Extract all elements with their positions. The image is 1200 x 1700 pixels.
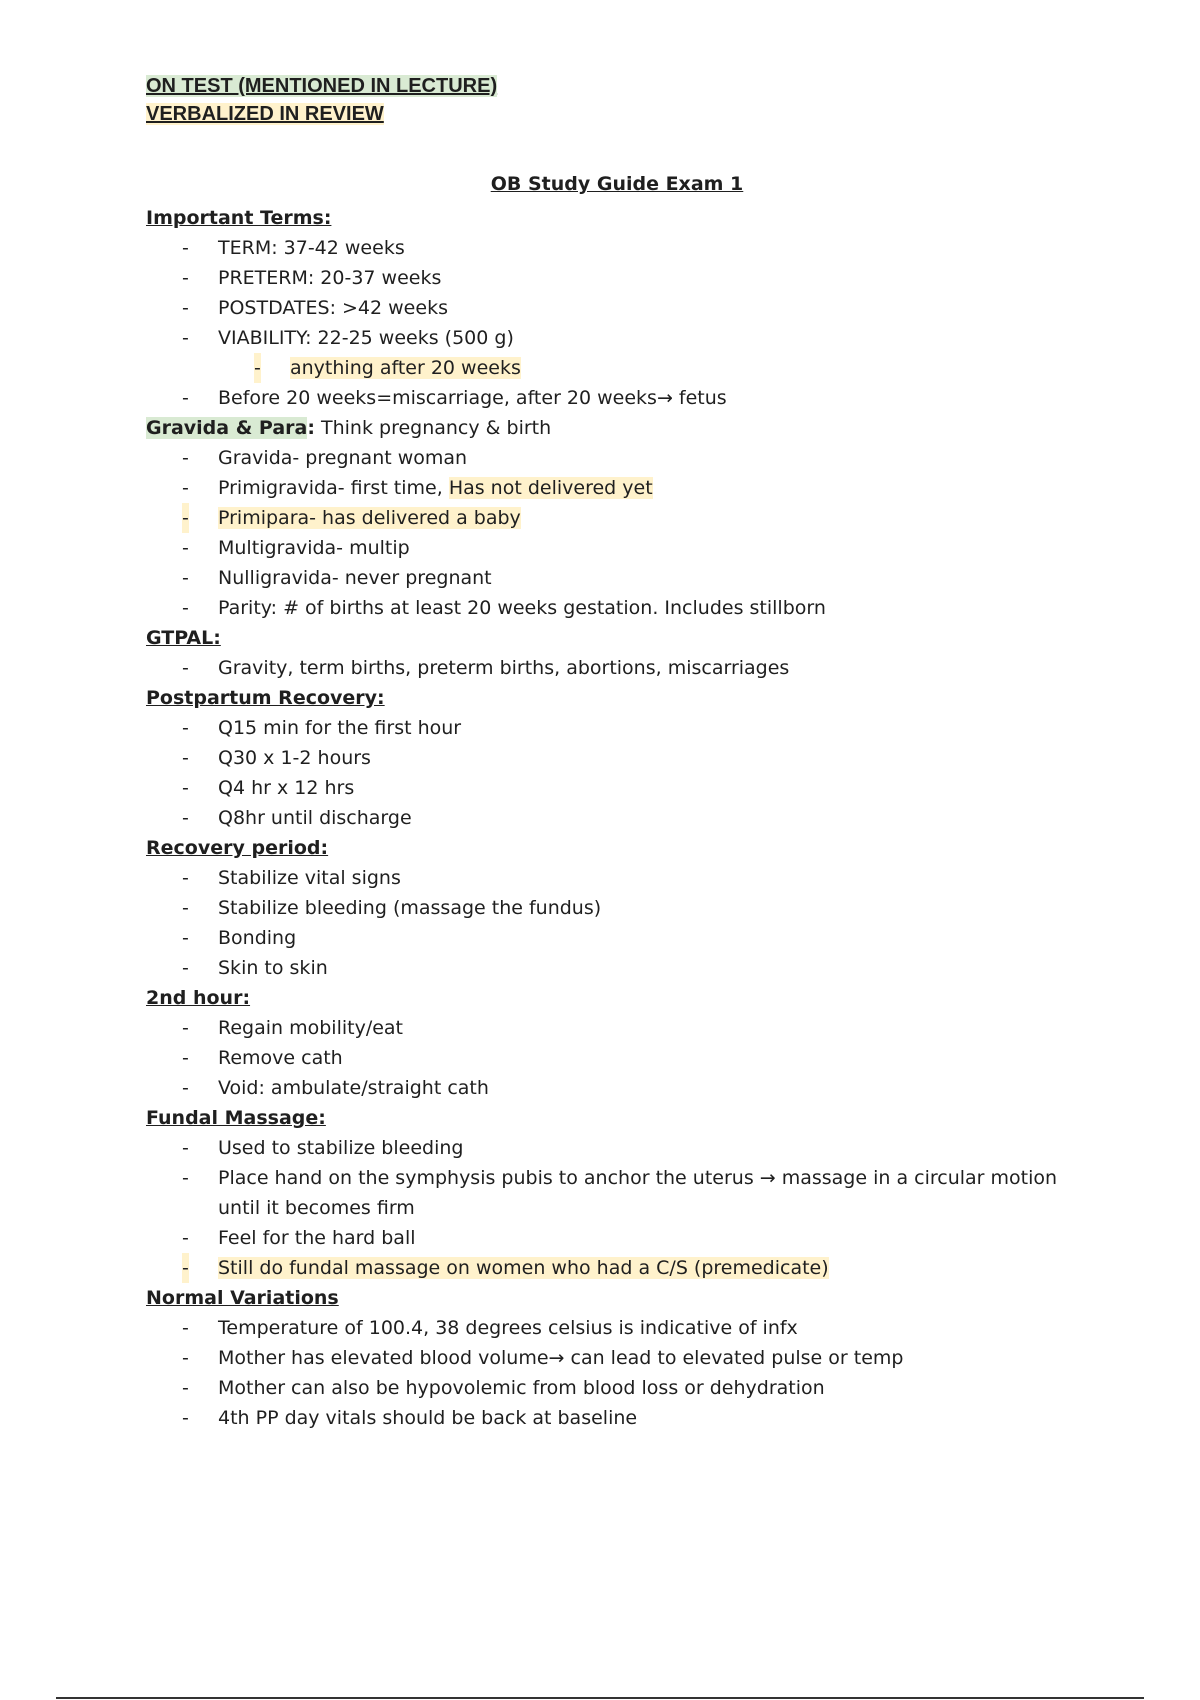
section-heading: Gravida & Para	[146, 417, 308, 439]
section-heading: Normal Variations	[146, 1287, 339, 1309]
section-gravida-para	[146, 413, 1076, 623]
list-item: - Stabilize vital signs	[182, 867, 401, 889]
list-item: - Gravity, term births, preterm births, abortions, miscarriages	[182, 657, 790, 679]
section-postpartum-recovery	[146, 683, 1076, 833]
list-item: - 4th PP day vitals should be back at baseline	[182, 1407, 638, 1429]
section-fundal-massage	[146, 1103, 1076, 1283]
list-item: - Mother can also be hypovolemic from blood loss or dehydration	[182, 1377, 825, 1399]
list-item: - VIABILITY: 22-25 weeks (500 g)	[182, 327, 514, 349]
section-heading-line: Gravida & Para: Think pregnancy & birth	[146, 417, 552, 439]
sub-list-item: - anything after 20 weeks	[146, 353, 1076, 383]
list-item: - Gravida- pregnant woman	[182, 447, 468, 469]
list-item: - Nulligravida- never pregnant	[182, 567, 492, 589]
legend	[146, 72, 497, 128]
section-gtpal	[146, 623, 1076, 683]
list-item: - Feel for the hard ball	[182, 1227, 416, 1249]
legend-verbalized: VERBALIZED IN REVIEW	[146, 103, 384, 125]
list-item: - PRETERM: 20-37 weeks	[182, 267, 442, 289]
list-item: - Used to stabilize bleeding	[182, 1137, 464, 1159]
section-important-terms	[146, 203, 1076, 413]
list-item: - Q8hr until discharge	[182, 807, 412, 829]
list-item: - Bonding	[182, 927, 297, 949]
list-item: - Mother has elevated blood volume→ can lead to elevated pulse or temp	[182, 1347, 904, 1369]
section-recovery-period	[146, 833, 1076, 983]
section-heading: 2nd hour:	[146, 987, 251, 1009]
legend-on-test: ON TEST (MENTIONED IN LECTURE)	[146, 75, 498, 97]
section-intro: Think pregnancy & birth	[314, 417, 552, 439]
list-item: - Before 20 weeks=miscarriage, after 20 weeks→ fetus	[182, 387, 727, 409]
list-item: - Temperature of 100.4, 38 degrees celsius is indicative of infx	[182, 1317, 798, 1339]
section-heading: Recovery period:	[146, 837, 329, 859]
list-item: - Parity: # of births at least 20 weeks gestation. Includes stillborn	[182, 597, 826, 619]
list-item: - Primipara- has delivered a baby	[146, 503, 1076, 533]
list-item: - Place hand on the symphysis pubis to anchor the uterus → massage in a circular motion until it becomes firm	[182, 1167, 1058, 1219]
section-heading: Postpartum Recovery:	[146, 687, 385, 709]
list-item: - Q15 min for the first hour	[182, 717, 462, 739]
section-heading: GTPAL:	[146, 627, 221, 649]
page-bottom-rule	[56, 1697, 1144, 1699]
list-item: - Primigravida- first time, Has not delivered yet	[182, 477, 653, 499]
list-item: - TERM: 37-42 weeks	[182, 237, 405, 259]
list-item: - Q4 hr x 12 hrs	[182, 777, 355, 799]
section-second-hour	[146, 983, 1076, 1103]
list-item: - Multigravida- multip	[182, 537, 410, 559]
section-heading: Important Terms:	[146, 207, 332, 229]
list-item: - Void: ambulate/straight cath	[182, 1077, 489, 1099]
page-title: OB Study Guide Exam 1	[490, 173, 744, 195]
study-guide-content	[146, 203, 1076, 1433]
section-heading: Fundal Massage:	[146, 1107, 326, 1129]
list-item: - Remove cath	[182, 1047, 343, 1069]
list-item: - Still do fundal massage on women who had a C/S (premedicate)	[146, 1253, 1076, 1283]
section-normal-variations	[146, 1283, 1076, 1433]
list-item: - Stabilize bleeding (massage the fundus)	[182, 897, 602, 919]
list-item: - Regain mobility/eat	[182, 1017, 404, 1039]
list-item: - Q30 x 1-2 hours	[182, 747, 371, 769]
list-item: - POSTDATES: >42 weeks	[182, 297, 448, 319]
list-item: - Skin to skin	[182, 957, 328, 979]
